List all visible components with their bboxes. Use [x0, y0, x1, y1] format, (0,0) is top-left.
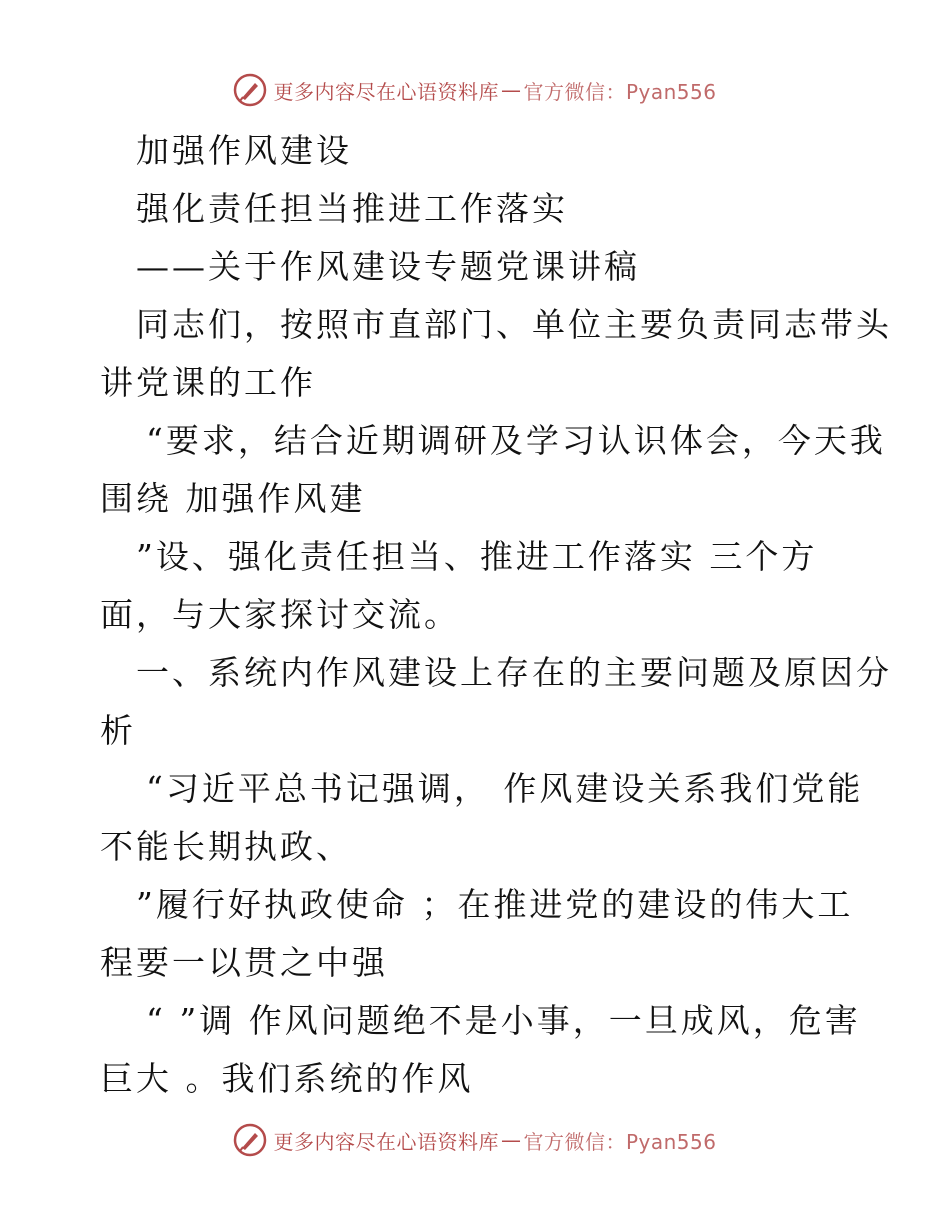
- paragraph-line: “要求，结合近期调研及学习认识体会，今天我: [146, 421, 886, 460]
- header-watermark: [0, 70, 950, 110]
- watermark-separator: —: [500, 1128, 522, 1152]
- paragraph-line: 面，与大家探讨交流。: [100, 595, 460, 634]
- quill-pen-logo-icon: [233, 73, 267, 107]
- section-heading: 一、系统内作风建设上存在的主要问题及原因分: [136, 653, 892, 692]
- paragraph-line: “习近平总书记强调， 作风建设关系我们党能: [146, 769, 864, 808]
- document-body: [100, 122, 892, 1108]
- paragraph-line: ”设、强化责任担当、推进工作落实 三个方: [136, 537, 818, 576]
- doc-title: 加强作风建设: [136, 131, 352, 170]
- paragraph-line: 讲党课的工作: [100, 363, 316, 402]
- section-heading-cont: 析: [100, 711, 136, 750]
- paragraph-line: “ ”调 作风问题绝不是小事，一旦成风，危害: [146, 1001, 861, 1040]
- paragraph-line: 同志们，按照市直部门、单位主要负责同志带头: [136, 305, 892, 344]
- footer-watermark: [0, 1120, 950, 1160]
- doc-subtitle: 强化责任担当推进工作落实: [136, 189, 568, 228]
- watermark-wechat: 官方微信：Pyan556: [523, 79, 717, 104]
- paragraph-line: ”履行好执政使命 ；在推进党的建设的伟大工: [136, 885, 854, 924]
- quill-pen-logo-icon: [233, 1123, 267, 1157]
- doc-subtitle-dash: ——关于作风建设专题党课讲稿: [136, 247, 640, 286]
- watermark-wechat: 官方微信：Pyan556: [523, 1129, 717, 1154]
- watermark-brand: 更多内容尽在心语资料库: [273, 1129, 499, 1154]
- paragraph-line: 程要一以贯之中强: [100, 943, 388, 982]
- watermark-separator: —: [500, 78, 522, 102]
- paragraph-line: 巨大 。我们系统的作风: [100, 1059, 474, 1098]
- paragraph-line: 不能长期执政、: [100, 827, 352, 866]
- watermark-brand: 更多内容尽在心语资料库: [273, 79, 499, 104]
- paragraph-line: 围绕 加强作风建: [100, 479, 366, 518]
